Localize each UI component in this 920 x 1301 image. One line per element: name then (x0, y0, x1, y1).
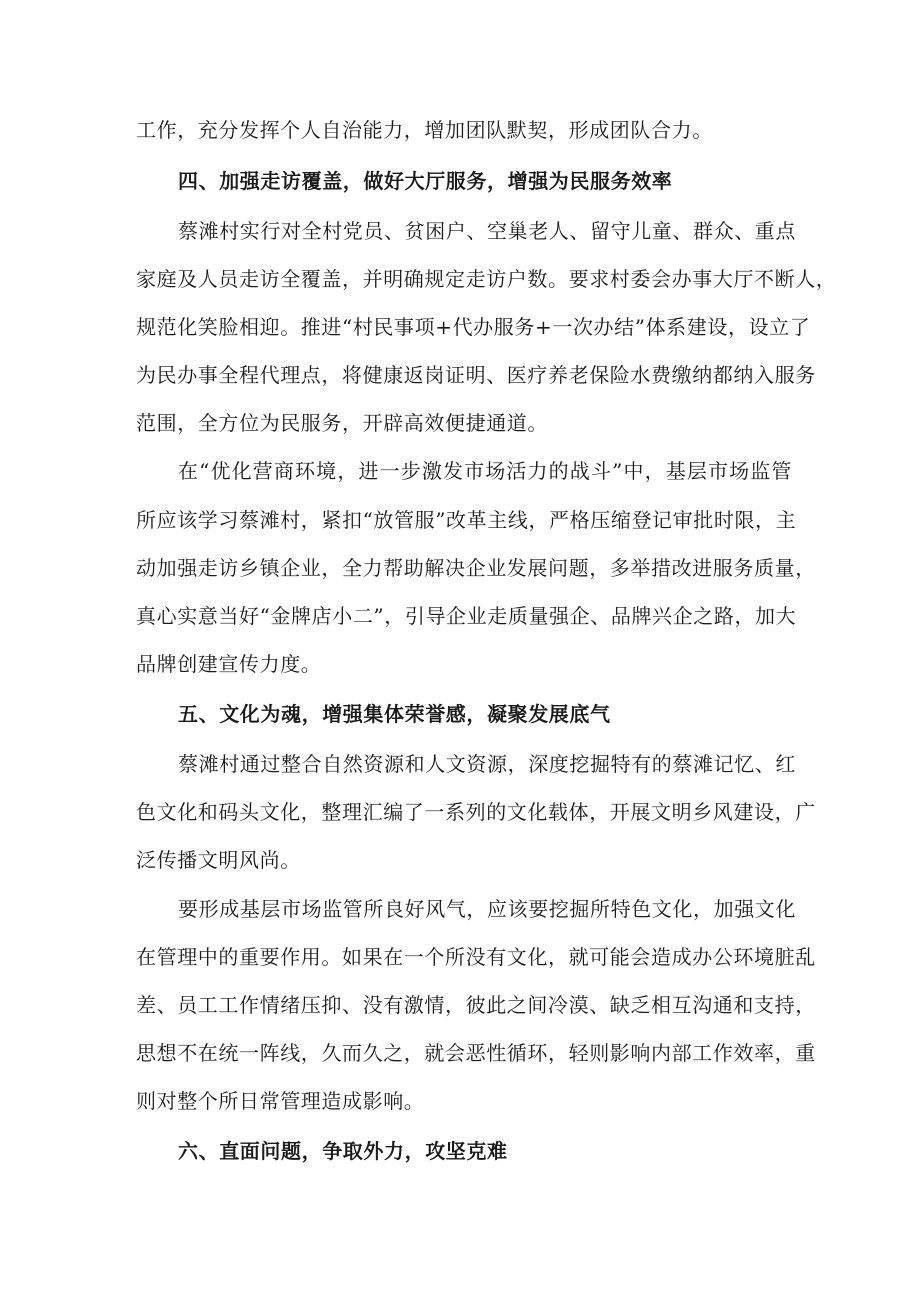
paragraph-line: 色文化和码头文化，整理汇编了一系列的文化载体，开展文明乡风建设，广 (136, 800, 816, 824)
paragraph-line: 在管理中的重要作用。如果在一个所没有文化，就可能会造成办公环境脏乱 (136, 945, 816, 969)
paragraph-line: 差、员工工作情绪压抑、没有激情，彼此之间冷漠、缺乏相互沟通和支持， (136, 993, 816, 1017)
paragraph-line: 泛传播文明风尚。 (136, 848, 301, 872)
paragraph-line: 蔡滩村通过整合自然资源和人文资源，深度挖掘特有的蔡滩记忆、红 (178, 752, 796, 776)
paragraph-line: 蔡滩村实行对全村党员、贫困户、空巢老人、留守儿童、群众、重点 (178, 219, 796, 243)
paragraph-line: 则对整个所日常管理造成影响。 (136, 1089, 425, 1113)
section-4-heading: 四、加强走访覆盖，做好大厅服务，增强为民服务效率 (178, 169, 673, 193)
paragraph-line: 动加强走访乡镇企业，全力帮助解决企业发展问题，多举措改进服务质量， (136, 556, 816, 580)
paragraph-line: 家庭及人员走访全覆盖，并明确规定走访户数。要求村委会办事大厅不断人， (136, 267, 837, 291)
paragraph-line: 真心实意当好“金牌店小二”，引导企业走质量强企、品牌兴企之路，加大 (136, 604, 797, 628)
paragraph-line: 规范化笑脸相迎。推进“村民事项+代办服务+一次办结”体系建设，设立了 (136, 315, 811, 339)
section-6-heading: 六、直面问题，争取外力，攻坚克难 (178, 1139, 508, 1163)
paragraph-line: 为民办事全程代理点，将健康返岗证明、医疗养老保险水费缴纳都纳入服务 (136, 363, 816, 387)
paragraph-line: 品牌创建宣传力度。 (136, 652, 322, 676)
paragraph-line: 思想不在统一阵线，久而久之，就会恶性循环，轻则影响内部工作效率，重 (136, 1041, 816, 1065)
paragraph-line: 在“优化营商环境，进一步激发市场活力的战斗”中，基层市场监管 (178, 459, 792, 483)
section-5-heading: 五、文化为魂，增强集体荣誉感，凝聚发展底气 (178, 702, 611, 726)
paragraph-line: 所应该学习蔡滩村，紧扣“放管服”改革主线，严格压缩登记审批时限，主 (136, 508, 797, 532)
paragraph-line: 范围，全方位为民服务，开辟高效便捷通道。 (136, 411, 548, 435)
paragraph-line: 要形成基层市场监管所良好风气，应该要挖掘所特色文化，加强文化 (178, 897, 796, 921)
intro-paragraph-tail: 工作，充分发挥个人自治能力，增加团队默契，形成团队合力。 (136, 118, 713, 142)
